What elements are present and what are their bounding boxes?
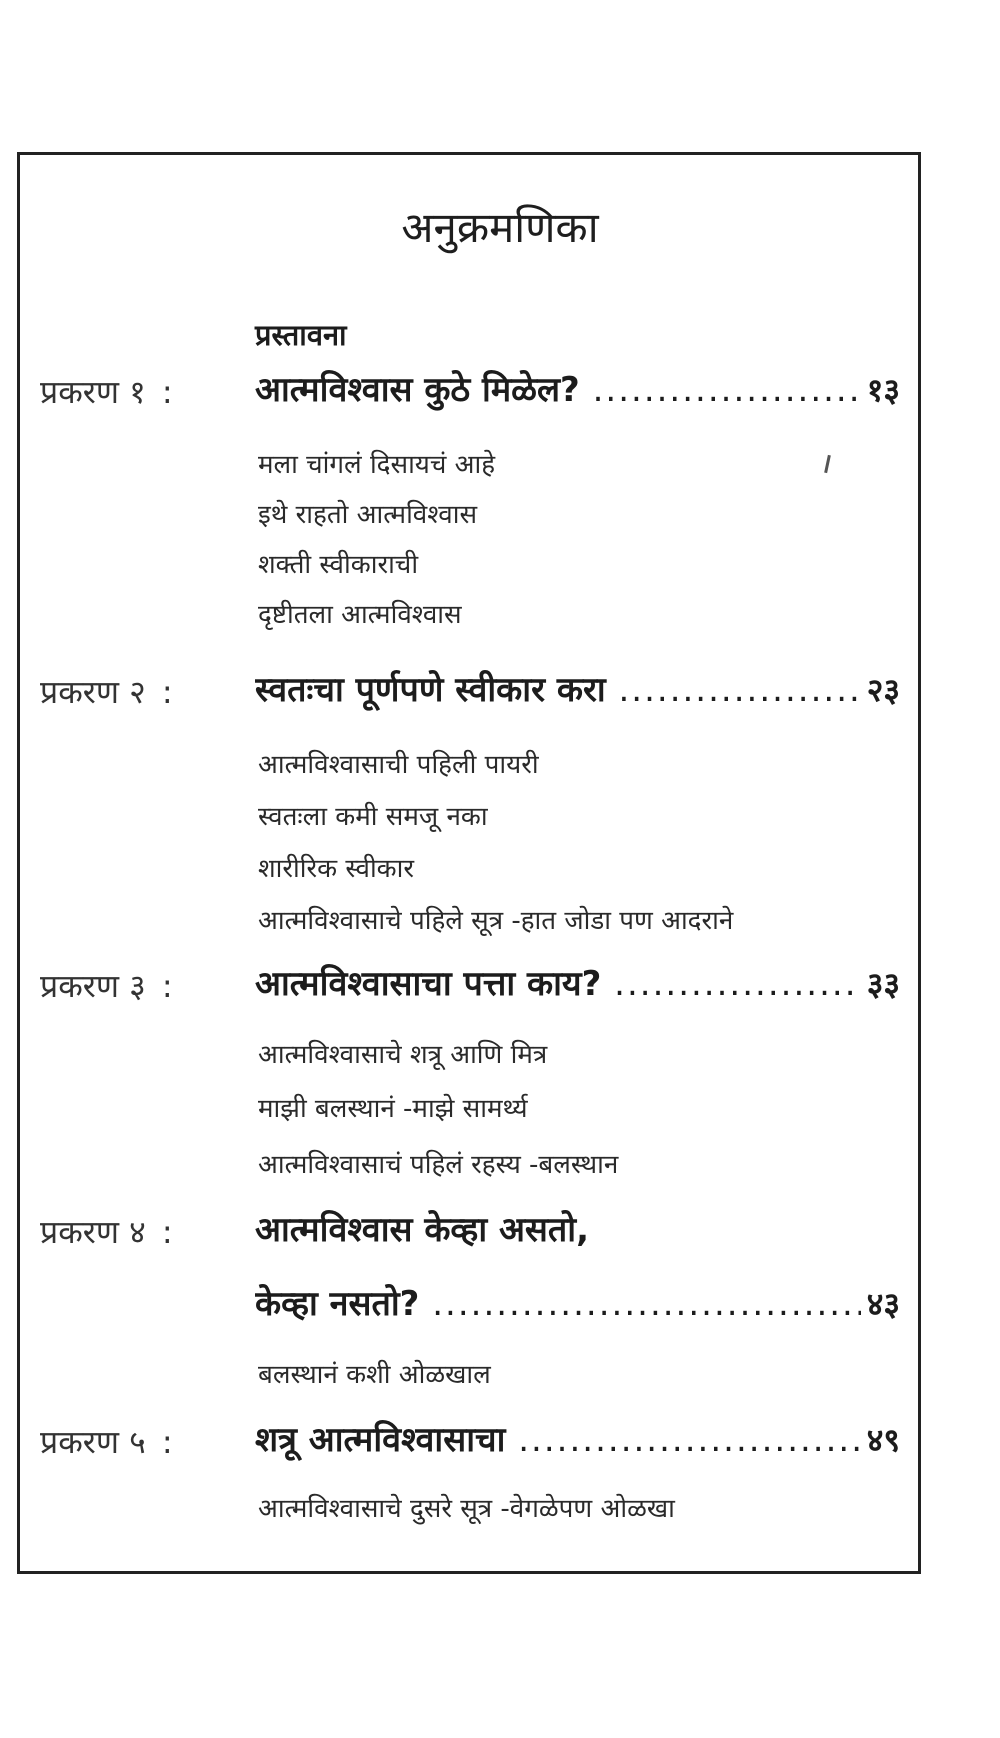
chapter-3-title[interactable]: आत्मविश्वासाचा पत्ता काय? ..... [255, 962, 900, 1006]
chapter-label-text: प्रकरण ४ [40, 1213, 146, 1251]
chapter-1-label [40, 370, 173, 414]
chapter-label-text: प्रकरण १ [40, 373, 146, 411]
chapter-5-title[interactable]: शत्रू आत्मविश्वासाचा ..... [255, 1418, 900, 1462]
chapter-5-label [40, 1420, 173, 1464]
chapter-4-title[interactable]: आत्मविश्वास केव्हा असतो, [255, 1210, 590, 1250]
chapter-colon: : [161, 673, 173, 711]
chapter-5-section[interactable]: आत्मविश्वासाचे दुसरे सूत्र -वेगळेपण ओळखा [258, 1494, 675, 1524]
preface-entry[interactable]: प्रस्तावना [255, 318, 347, 352]
chapter-5-page: ४९ [861, 1418, 900, 1462]
chapter-1-title[interactable]: आत्मविश्वास कुठे मिळेल? ..... [255, 368, 900, 412]
chapter-colon: : [161, 967, 173, 1005]
chapter-4-title-cont[interactable]: केव्हा नसतो? ..... [255, 1282, 900, 1326]
chapter-label-text: प्रकरण ५ [40, 1423, 146, 1461]
chapter-label-text: प्रकरण ३ [40, 967, 146, 1005]
chapter-2-section[interactable]: शारीरिक स्वीकार [258, 854, 415, 884]
chapter-2-page: २३ [861, 668, 900, 712]
chapter-3-section[interactable]: माझी बलस्थानं -माझे सामर्थ्य [258, 1094, 528, 1124]
chapter-3-page: ३३ [861, 962, 900, 1006]
chapter-4-label [40, 1210, 173, 1254]
chapter-2-title[interactable]: स्वतःचा पूर्णपणे स्वीकार करा ..... [255, 668, 900, 712]
page-title: अनुक्रमणिका [401, 203, 599, 253]
chapter-1-page: १३ [861, 368, 900, 412]
chapter-2-label [40, 670, 173, 714]
chapter-3-section[interactable]: आत्मविश्वासाचं पहिलं रहस्य -बलस्थान [258, 1150, 619, 1180]
chapter-1-section[interactable]: दृष्टीतला आत्मविश्वास [258, 600, 462, 630]
chapter-1-section[interactable]: मला चांगलं दिसायचं आहे [258, 450, 496, 480]
chapter-4-page: ४३ [861, 1282, 900, 1326]
chapter-label-text: प्रकरण २ [40, 673, 146, 711]
chapter-3-label [40, 964, 173, 1008]
chapter-colon: : [161, 1213, 173, 1251]
chapter-1-section[interactable]: शक्ती स्वीकाराची [258, 550, 419, 580]
chapter-2-section[interactable]: स्वतःला कमी समजू नका [258, 802, 488, 832]
chapter-2-section[interactable]: आत्मविश्वासाची पहिली पायरी [258, 750, 539, 780]
chapter-4-section[interactable]: बलस्थानं कशी ओळखाल [258, 1360, 491, 1390]
chapter-1-section[interactable]: इथे राहतो आत्मविश्वास [258, 500, 478, 530]
chapter-2-section[interactable]: आत्मविश्वासाचे पहिले सूत्र -हात जोडा पण आदराने [258, 906, 734, 936]
chapter-3-section[interactable]: आत्मविश्वासाचे शत्रू आणि मित्र [258, 1040, 548, 1070]
chapter-colon: : [161, 373, 173, 411]
chapter-colon: : [161, 1423, 173, 1461]
